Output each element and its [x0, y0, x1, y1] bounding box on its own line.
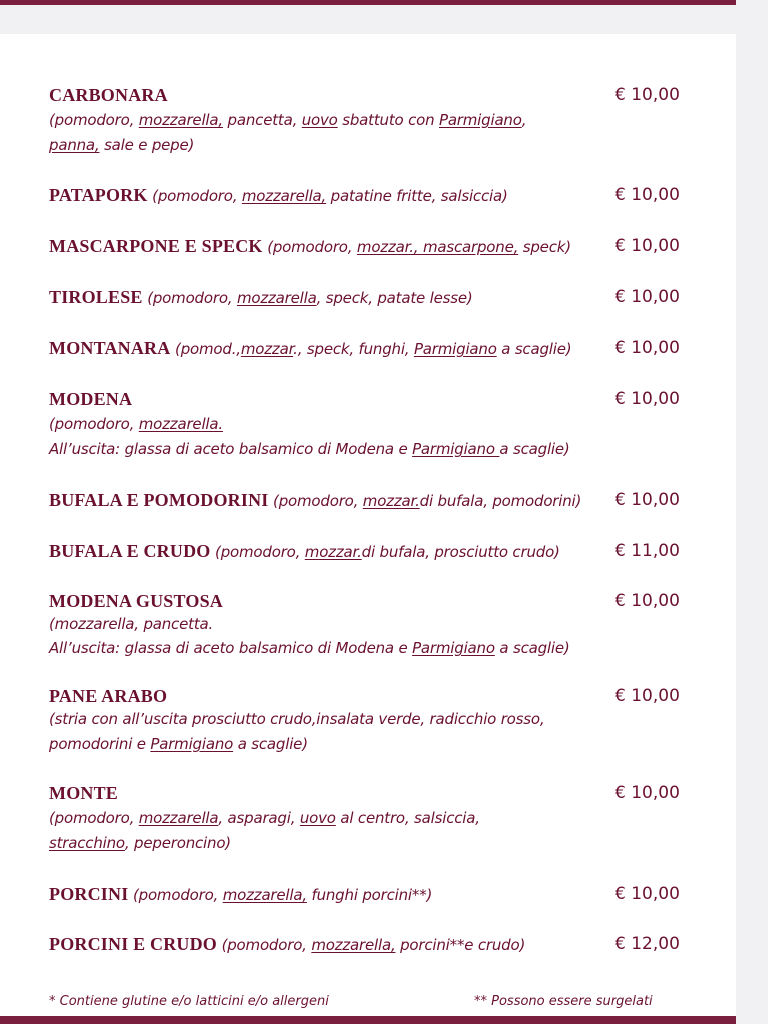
item-name: MONTE — [49, 783, 119, 803]
footer-note-allergens: * Contiene glutine e/o latticini e/o allergeni — [49, 994, 329, 1009]
item-description: pomodorini e Parmigiano a scaglie) — [49, 735, 308, 753]
item-price: € 10,00 — [615, 783, 680, 803]
item-description: (pomodoro, mozzarella, pancetta, uovo sbattuto con Parmigiano, — [49, 111, 527, 129]
item-description: (pomodoro, mozzarella, asparagi, uovo al centro, salsiccia, — [49, 809, 480, 827]
item-name: BUFALA E CRUDO — [49, 541, 211, 561]
menu-item-porcini — [49, 882, 689, 907]
item-price: € 10,00 — [615, 287, 680, 307]
item-description: (mozzarella, pancetta. — [49, 615, 214, 633]
menu-item-monte — [49, 781, 689, 856]
top-border — [0, 0, 736, 5]
menu-item-modena — [49, 387, 689, 462]
item-name: TIROLESE — [49, 287, 143, 307]
item-price: € 10,00 — [615, 338, 680, 358]
item-description: (pomodoro, mozzarella, funghi porcini**) — [128, 886, 433, 904]
right-margin — [736, 0, 768, 1024]
item-description: (pomodoro, mozzarella, patatine fritte, salsiccia) — [147, 187, 508, 205]
menu-item-carbonara — [49, 83, 689, 158]
item-name: MODENA — [49, 389, 133, 409]
item-name: CARBONARA — [49, 85, 168, 105]
item-name: MODENA GUSTOSA — [49, 591, 224, 611]
item-description: (pomodoro, mozzar.di bufala, pomodorini) — [268, 492, 582, 510]
item-description: panna, sale e pepe) — [49, 136, 195, 154]
item-price: € 10,00 — [615, 185, 680, 205]
item-description: (pomodoro, mozzar.di bufala, prosciutto crudo) — [210, 543, 560, 561]
bottom-border — [0, 1016, 736, 1024]
menu-item-montanara — [49, 336, 689, 361]
footer-note-frozen: ** Possono essere surgelati — [474, 994, 653, 1009]
item-description: (pomodoro, mozzarella, porcini**e crudo) — [217, 936, 526, 954]
item-description: (stria con all’uscita prosciutto crudo,insalata verde, radicchio rosso, — [49, 710, 545, 728]
item-price: € 10,00 — [615, 236, 680, 256]
item-price: € 11,00 — [615, 541, 680, 561]
menu-item-tirolese — [49, 285, 689, 310]
item-name: PORCINI — [49, 884, 129, 904]
item-description: stracchino, peperoncino) — [49, 834, 231, 852]
item-price: € 10,00 — [615, 85, 680, 105]
menu-item-pane-arabo — [49, 685, 689, 757]
item-price: € 12,00 — [615, 934, 680, 954]
item-name: BUFALA E POMODORINI — [49, 490, 269, 510]
item-description: All’uscita: glassa di aceto balsamico di Modena e Parmigiano a scaglie) — [49, 639, 570, 657]
menu-item-porcini-e-crudo — [49, 932, 689, 957]
item-description: (pomod.,mozzar., speck, funghi, Parmigiano a scaglie) — [170, 340, 572, 358]
item-name: MASCARPONE E SPECK — [49, 236, 263, 256]
menu-item-modena-gustosa — [49, 590, 689, 661]
menu-item-bufala-e-pomodorini — [49, 488, 689, 513]
item-name: MONTANARA — [49, 338, 171, 358]
item-description: All’uscita: glassa di aceto balsamico di Modena e Parmigiano a scaglie) — [49, 440, 570, 458]
item-description: (pomodoro, mozzarella, speck, patate lesse) — [142, 289, 473, 307]
item-name: PORCINI E CRUDO — [49, 934, 218, 954]
menu-item-bufala-e-crudo — [49, 539, 689, 564]
item-name: PATAPORK — [49, 185, 148, 205]
item-price: € 10,00 — [615, 884, 680, 904]
item-name: PANE ARABO — [49, 686, 168, 706]
item-price: € 10,00 — [615, 389, 680, 409]
item-price: € 10,00 — [615, 591, 680, 611]
item-description: (pomodoro, mozzarella. — [49, 415, 223, 433]
item-price: € 10,00 — [615, 686, 680, 706]
menu-item-mascarpone-e-speck — [49, 234, 689, 259]
item-price: € 10,00 — [615, 490, 680, 510]
menu-item-patapork — [49, 183, 689, 208]
item-description: (pomodoro, mozzar., mascarpone, speck) — [262, 238, 571, 256]
